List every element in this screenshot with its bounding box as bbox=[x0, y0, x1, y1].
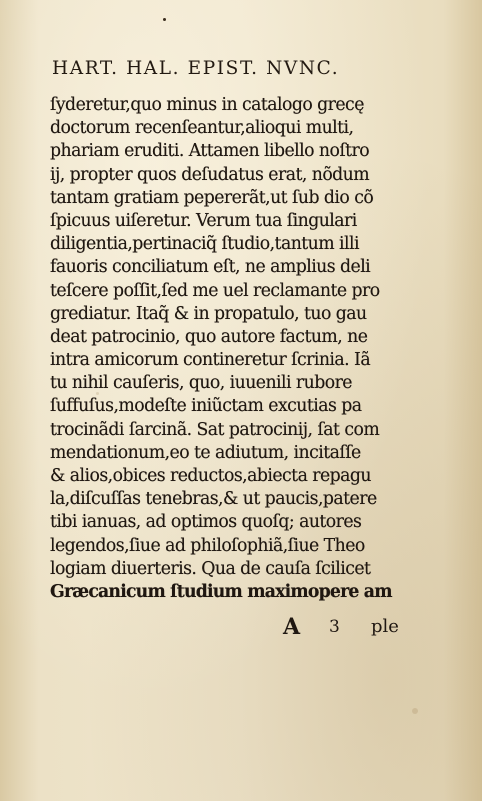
text-line: intra amicorum contineretur ſcrinia. Iã bbox=[50, 350, 371, 371]
text-line: grediatur. Itaq̃ & in propatulo, tuo gau bbox=[50, 303, 367, 324]
text-line: doctorum recenſeantur,alioqui multi, bbox=[50, 118, 354, 139]
text-line: ſyderetur,quo minus in catalogo grecę bbox=[50, 95, 364, 115]
paper-stain bbox=[412, 708, 418, 714]
text-line: diligentia,pertinaciq̃ ſtudio,tantum illi bbox=[50, 234, 359, 255]
signature-number: 3 bbox=[329, 617, 340, 637]
catchword: ple bbox=[371, 616, 399, 637]
text-line: mendationum,eo te adiutum, incitaſſe bbox=[50, 442, 361, 463]
running-head: HART. HAL. EPIST. NVNC. bbox=[52, 58, 340, 79]
text-line: legendos,ſiue ad philoſophiã,ſiue Theo bbox=[50, 535, 365, 556]
text-line: trocinãdi ſarcinã. Sat patrocinij, ſat com bbox=[50, 419, 380, 440]
signature-mark: A bbox=[283, 614, 301, 640]
text-line: ſpicuus uiſeretur. Verum tua ſingulari bbox=[50, 210, 357, 231]
text-line: tu nihil cauſeris, quo, iuuenili rubore bbox=[50, 373, 352, 394]
ink-speck bbox=[163, 18, 166, 21]
text-line: la,diſcuſſas tenebras,& ut paucis,patere bbox=[50, 489, 377, 510]
catchline bbox=[283, 614, 433, 638]
text-line: deat patrocinio, quo autore factum, ne bbox=[50, 326, 368, 347]
text-line: teſcere poſſit,ſed me uel reclamante pro bbox=[50, 280, 380, 301]
text-line: tantam gratiam pepererãt,ut ſub dio cõ bbox=[50, 187, 374, 208]
text-line: fauoris conciliatum eſt, ne amplius deli bbox=[50, 257, 371, 278]
text-line: Græcanicum ſtudium maximopere am bbox=[50, 581, 392, 602]
text-line: ij, propter quos deſudatus erat, nõdum bbox=[50, 164, 370, 185]
text-line: logiam diuerteris. Qua de cauſa ſcilicet bbox=[50, 558, 371, 579]
text-block bbox=[50, 94, 430, 604]
text-line: & alios,obices reductos,abiecta repagu bbox=[50, 466, 372, 486]
text-line: tibi ianuas, ad optimos quoſq; autores bbox=[50, 512, 362, 533]
text-line: phariam eruditi. Attamen libello noſtro bbox=[50, 141, 370, 162]
text-line: ſuffuſus,modeſte iniũctam excutias pa bbox=[50, 396, 362, 417]
